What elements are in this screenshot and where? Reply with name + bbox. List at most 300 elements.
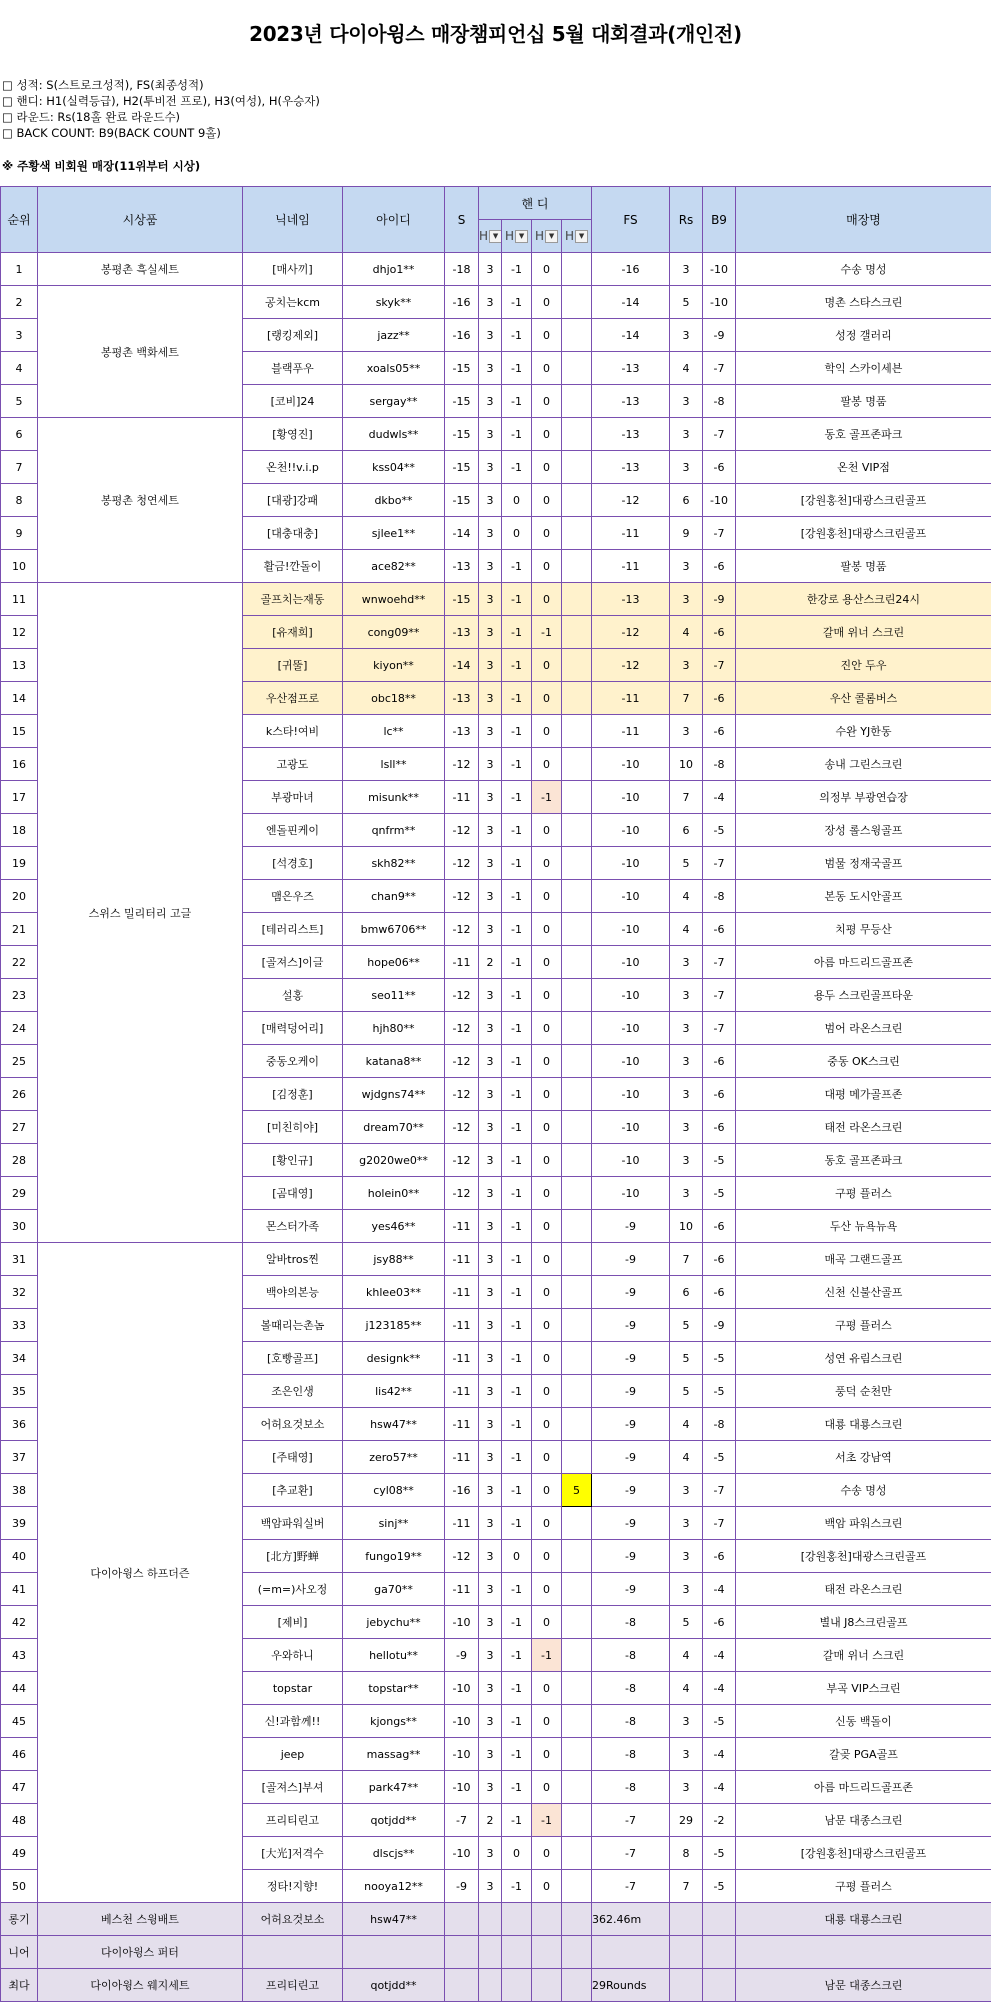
s-cell: -12 xyxy=(445,1111,479,1144)
rs-cell: 4 xyxy=(670,352,703,385)
b9-cell: -6 xyxy=(703,1210,736,1243)
s-cell: -12 xyxy=(445,847,479,880)
id-cell: jebychu** xyxy=(343,1606,445,1639)
nickname-cell: 어허요것보소 xyxy=(243,1903,343,1936)
nickname-cell: 조은인생 xyxy=(243,1375,343,1408)
rank-cell: 2 xyxy=(1,286,38,319)
s-cell: -15 xyxy=(445,352,479,385)
h1-cell: 3 xyxy=(479,1606,502,1639)
h2-cell: -1 xyxy=(502,913,532,946)
empty-cell xyxy=(445,1969,479,2002)
id-cell: jazz** xyxy=(343,319,445,352)
h3-cell: 0 xyxy=(532,517,562,550)
col-h-header[interactable]: H ▼ xyxy=(562,220,592,253)
fs-cell: -12 xyxy=(592,616,670,649)
h3-cell: 0 xyxy=(532,649,562,682)
b9-cell: -10 xyxy=(703,484,736,517)
fs-cell: -13 xyxy=(592,583,670,616)
fs-cell: -13 xyxy=(592,451,670,484)
h1-cell: 3 xyxy=(479,583,502,616)
h1-cell: 3 xyxy=(479,1210,502,1243)
h2-cell: -1 xyxy=(502,1474,532,1507)
b9-cell: -8 xyxy=(703,880,736,913)
b9-cell: -5 xyxy=(703,1375,736,1408)
h1-cell: 3 xyxy=(479,352,502,385)
id-cell: holein0** xyxy=(343,1177,445,1210)
empty-cell xyxy=(479,1936,502,1969)
empty-cell xyxy=(532,1903,562,1936)
h-cell xyxy=(562,484,592,517)
fs-cell: -10 xyxy=(592,1111,670,1144)
store-cell: 동호 골프존파크 xyxy=(736,1144,991,1177)
s-cell: -11 xyxy=(445,1375,479,1408)
nickname-cell: 신!과함께!! xyxy=(243,1705,343,1738)
b9-cell: -4 xyxy=(703,1672,736,1705)
b9-cell: -5 xyxy=(703,1144,736,1177)
h2-cell: -1 xyxy=(502,616,532,649)
store-cell: 갈곶 PGA골프 xyxy=(736,1738,991,1771)
id-cell: dhjo1** xyxy=(343,253,445,286)
b9-cell: -5 xyxy=(703,1705,736,1738)
store-cell: 남문 대종스크린 xyxy=(736,1969,991,2002)
col-s-header: S xyxy=(445,187,479,253)
h2-cell: 0 xyxy=(502,517,532,550)
h-cell xyxy=(562,1012,592,1045)
nickname-cell: 백야의본능 xyxy=(243,1276,343,1309)
fs-cell: -8 xyxy=(592,1639,670,1672)
nickname-cell: [北方]野蝉 xyxy=(243,1540,343,1573)
rank-cell: 5 xyxy=(1,385,38,418)
h2-cell: -1 xyxy=(502,583,532,616)
b9-cell: -5 xyxy=(703,1342,736,1375)
h3-cell: 0 xyxy=(532,1276,562,1309)
fs-cell: -10 xyxy=(592,1078,670,1111)
store-cell: 아름 마드리드골프존 xyxy=(736,946,991,979)
h1-cell: 3 xyxy=(479,1012,502,1045)
h-cell xyxy=(562,385,592,418)
nickname-cell: 알바tros찐 xyxy=(243,1243,343,1276)
col-h3-header[interactable]: H ▼ xyxy=(532,220,562,253)
s-cell: -12 xyxy=(445,748,479,781)
rank-cell: 31 xyxy=(1,1243,38,1276)
id-cell: dudwls** xyxy=(343,418,445,451)
s-cell: -12 xyxy=(445,1177,479,1210)
rank-cell: 21 xyxy=(1,913,38,946)
h1-cell: 3 xyxy=(479,1177,502,1210)
h-cell xyxy=(562,1045,592,1078)
h-cell: 5 xyxy=(562,1474,592,1507)
b9-cell: -7 xyxy=(703,418,736,451)
empty-cell xyxy=(703,1969,736,2002)
col-rank-header: 순위 xyxy=(1,187,38,253)
nickname-cell: [테러리스트] xyxy=(243,913,343,946)
id-cell: seo11** xyxy=(343,979,445,1012)
rs-cell: 4 xyxy=(670,880,703,913)
h-cell xyxy=(562,253,592,286)
h2-cell: 0 xyxy=(502,1540,532,1573)
rank-cell: 37 xyxy=(1,1441,38,1474)
fs-cell: -10 xyxy=(592,814,670,847)
rs-cell: 5 xyxy=(670,847,703,880)
s-cell: -11 xyxy=(445,1441,479,1474)
s-cell: -11 xyxy=(445,1408,479,1441)
s-cell: -11 xyxy=(445,1573,479,1606)
h3-cell: 0 xyxy=(532,583,562,616)
nickname-cell: [유재희] xyxy=(243,616,343,649)
nickname-cell: [매력덩어리] xyxy=(243,1012,343,1045)
rs-cell: 3 xyxy=(670,1474,703,1507)
nickname-cell xyxy=(243,1936,343,1969)
store-cell: 두산 뉴욕뉴욕 xyxy=(736,1210,991,1243)
h-cell xyxy=(562,1804,592,1837)
col-h2-header[interactable]: H ▼ xyxy=(502,220,532,253)
h3-cell: -1 xyxy=(532,1639,562,1672)
h3-cell: 0 xyxy=(532,1243,562,1276)
h1-cell: 3 xyxy=(479,847,502,880)
rs-cell: 3 xyxy=(670,418,703,451)
h-cell xyxy=(562,1408,592,1441)
h1-cell: 3 xyxy=(479,1078,502,1111)
rs-cell: 3 xyxy=(670,385,703,418)
s-cell: -12 xyxy=(445,979,479,1012)
store-cell: 진안 두우 xyxy=(736,649,991,682)
b9-cell: -4 xyxy=(703,1771,736,1804)
h1-cell: 3 xyxy=(479,913,502,946)
rs-cell: 7 xyxy=(670,682,703,715)
h3-cell: 0 xyxy=(532,1375,562,1408)
id-cell: hellotu** xyxy=(343,1639,445,1672)
non-member-note: ※ 주황색 비회원 매장(11위부터 시상) xyxy=(2,159,201,173)
nickname-cell: jeep xyxy=(243,1738,343,1771)
b9-cell: -6 xyxy=(703,715,736,748)
rank-cell: 16 xyxy=(1,748,38,781)
s-cell: -10 xyxy=(445,1705,479,1738)
h1-cell: 3 xyxy=(479,1309,502,1342)
h-cell xyxy=(562,913,592,946)
h3-cell: -1 xyxy=(532,616,562,649)
h-cell xyxy=(562,1738,592,1771)
h1-cell: 3 xyxy=(479,1639,502,1672)
id-cell: nooya12** xyxy=(343,1870,445,1903)
rs-cell: 6 xyxy=(670,484,703,517)
h-cell xyxy=(562,682,592,715)
b9-cell: -6 xyxy=(703,1078,736,1111)
store-cell: 태전 라온스크린 xyxy=(736,1111,991,1144)
h-cell xyxy=(562,319,592,352)
nickname-cell: 프리티린고 xyxy=(243,1804,343,1837)
h3-cell: 0 xyxy=(532,715,562,748)
b9-cell: -4 xyxy=(703,1573,736,1606)
id-cell: misunk** xyxy=(343,781,445,814)
s-cell: -15 xyxy=(445,484,479,517)
b9-cell: -6 xyxy=(703,1243,736,1276)
store-cell: 수완 YJ한동 xyxy=(736,715,991,748)
prize-cell: 다이아윙스 하프더즌 xyxy=(38,1243,243,1903)
rank-cell: 38 xyxy=(1,1474,38,1507)
b9-cell: -9 xyxy=(703,583,736,616)
rank-cell: 45 xyxy=(1,1705,38,1738)
nickname-cell: [대충대충] xyxy=(243,517,343,550)
store-cell: 대룡 대룡스크린 xyxy=(736,1408,991,1441)
nickname-cell: 우산점프로 xyxy=(243,682,343,715)
fs-cell: -10 xyxy=(592,781,670,814)
store-cell: 한강로 용산스크린24시 xyxy=(736,583,991,616)
nickname-cell: 우와하니 xyxy=(243,1639,343,1672)
empty-cell xyxy=(445,1936,479,1969)
h3-cell: 0 xyxy=(532,1573,562,1606)
s-cell: -15 xyxy=(445,583,479,616)
id-cell: obc18** xyxy=(343,682,445,715)
h-cell xyxy=(562,550,592,583)
store-cell: 우산 콜롬버스 xyxy=(736,682,991,715)
s-cell: -13 xyxy=(445,616,479,649)
rank-cell: 39 xyxy=(1,1507,38,1540)
id-cell: dlscjs** xyxy=(343,1837,445,1870)
store-cell: 수송 명성 xyxy=(736,1474,991,1507)
store-cell: 성정 갤러리 xyxy=(736,319,991,352)
rs-cell: 5 xyxy=(670,1309,703,1342)
id-cell: designk** xyxy=(343,1342,445,1375)
id-cell: qotjdd** xyxy=(343,1804,445,1837)
note-backcount: □ BACK COUNT: B9(BACK COUNT 9홀) xyxy=(2,126,221,140)
filter-dropdown-icon[interactable]: ▼ xyxy=(515,230,528,243)
nickname-cell: [제비] xyxy=(243,1606,343,1639)
special-award-row xyxy=(1,1903,991,1936)
store-cell: 신천 신불산골프 xyxy=(736,1276,991,1309)
rs-cell: 3 xyxy=(670,715,703,748)
h1-cell: 3 xyxy=(479,748,502,781)
h2-cell: -1 xyxy=(502,1177,532,1210)
rank-cell: 30 xyxy=(1,1210,38,1243)
store-cell: 남문 대종스크린 xyxy=(736,1804,991,1837)
h-cell xyxy=(562,1441,592,1474)
h3-cell: 0 xyxy=(532,418,562,451)
fs-cell: -9 xyxy=(592,1441,670,1474)
h1-cell: 3 xyxy=(479,1342,502,1375)
h3-cell: 0 xyxy=(532,1111,562,1144)
store-cell: 대평 메가골프존 xyxy=(736,1078,991,1111)
fs-cell: -9 xyxy=(592,1210,670,1243)
store-cell: 중동 OK스크린 xyxy=(736,1045,991,1078)
empty-cell xyxy=(502,1903,532,1936)
b9-cell: -6 xyxy=(703,682,736,715)
award-record-cell xyxy=(592,1936,670,1969)
h3-cell: 0 xyxy=(532,1672,562,1705)
rank-cell: 15 xyxy=(1,715,38,748)
s-cell: -15 xyxy=(445,385,479,418)
s-cell: -16 xyxy=(445,319,479,352)
b9-cell: -6 xyxy=(703,1276,736,1309)
h2-cell: 0 xyxy=(502,484,532,517)
id-cell: ace82** xyxy=(343,550,445,583)
h3-cell: 0 xyxy=(532,484,562,517)
h3-cell: 0 xyxy=(532,286,562,319)
h2-cell: -1 xyxy=(502,1243,532,1276)
h3-cell: 0 xyxy=(532,352,562,385)
h2-cell: -1 xyxy=(502,253,532,286)
store-cell: [강원홍천]대광스크린골프 xyxy=(736,1540,991,1573)
s-cell: -16 xyxy=(445,286,479,319)
h2-cell: -1 xyxy=(502,451,532,484)
rank-cell: 18 xyxy=(1,814,38,847)
nickname-cell: k스타!여비 xyxy=(243,715,343,748)
b9-cell: -6 xyxy=(703,913,736,946)
empty-cell xyxy=(562,1969,592,2002)
fs-cell: -9 xyxy=(592,1540,670,1573)
col-prize-header: 시상품 xyxy=(38,187,243,253)
store-cell: 풍덕 순천만 xyxy=(736,1375,991,1408)
h2-cell: -1 xyxy=(502,1639,532,1672)
h1-cell: 3 xyxy=(479,979,502,1012)
id-cell: sinj** xyxy=(343,1507,445,1540)
legend-notes xyxy=(2,77,320,141)
fs-cell: -16 xyxy=(592,253,670,286)
h1-cell: 3 xyxy=(479,385,502,418)
rs-cell: 6 xyxy=(670,814,703,847)
s-cell: -10 xyxy=(445,1672,479,1705)
rank-cell: 36 xyxy=(1,1408,38,1441)
id-cell: g2020we0** xyxy=(343,1144,445,1177)
filter-dropdown-icon[interactable]: ▼ xyxy=(545,230,558,243)
h2-cell: -1 xyxy=(502,1078,532,1111)
h1-cell: 3 xyxy=(479,1705,502,1738)
fs-cell: -10 xyxy=(592,1045,670,1078)
nickname-cell: [황인규] xyxy=(243,1144,343,1177)
id-cell: jsy88** xyxy=(343,1243,445,1276)
nickname-cell: [주태영] xyxy=(243,1441,343,1474)
store-cell: 백암 파워스크린 xyxy=(736,1507,991,1540)
fs-cell: -9 xyxy=(592,1342,670,1375)
h-cell xyxy=(562,748,592,781)
rs-cell: 7 xyxy=(670,1243,703,1276)
h2-cell: -1 xyxy=(502,1144,532,1177)
table-row xyxy=(1,1243,991,1276)
col-fs-header: FS xyxy=(592,187,670,253)
h2-cell: -1 xyxy=(502,847,532,880)
rank-cell: 22 xyxy=(1,946,38,979)
s-cell: -13 xyxy=(445,682,479,715)
id-cell xyxy=(343,1936,445,1969)
id-cell: kss04** xyxy=(343,451,445,484)
id-cell: lis42** xyxy=(343,1375,445,1408)
h-cell xyxy=(562,1837,592,1870)
rs-cell: 10 xyxy=(670,1210,703,1243)
h2-cell: -1 xyxy=(502,1309,532,1342)
h2-cell: -1 xyxy=(502,1375,532,1408)
rank-cell: 8 xyxy=(1,484,38,517)
award-record-cell: 362.46m xyxy=(592,1903,670,1936)
filter-dropdown-icon[interactable]: ▼ xyxy=(489,230,501,243)
nickname-cell: 고광도 xyxy=(243,748,343,781)
rs-cell: 4 xyxy=(670,913,703,946)
h1-cell: 3 xyxy=(479,1441,502,1474)
rank-cell: 27 xyxy=(1,1111,38,1144)
col-b9-header: B9 xyxy=(703,187,736,253)
fs-cell: -9 xyxy=(592,1507,670,1540)
h2-cell: -1 xyxy=(502,1738,532,1771)
h3-cell: 0 xyxy=(532,946,562,979)
id-cell: j123185** xyxy=(343,1309,445,1342)
col-h1-header[interactable]: H ▼ xyxy=(479,220,502,253)
id-cell: dkbo** xyxy=(343,484,445,517)
rank-cell: 41 xyxy=(1,1573,38,1606)
s-cell: -12 xyxy=(445,1540,479,1573)
h1-cell: 3 xyxy=(479,880,502,913)
h3-cell: 0 xyxy=(532,1045,562,1078)
h3-cell: 0 xyxy=(532,253,562,286)
rank-cell: 12 xyxy=(1,616,38,649)
h1-cell: 3 xyxy=(479,1738,502,1771)
filter-dropdown-icon[interactable]: ▼ xyxy=(575,230,588,243)
prize-cell: 봉평촌 청연세트 xyxy=(38,418,243,583)
rank-cell: 23 xyxy=(1,979,38,1012)
b9-cell: -9 xyxy=(703,1309,736,1342)
rs-cell: 3 xyxy=(670,1705,703,1738)
empty-cell xyxy=(670,1903,703,1936)
store-cell: 동호 골프존파크 xyxy=(736,418,991,451)
rs-cell: 3 xyxy=(670,649,703,682)
fs-cell: -8 xyxy=(592,1606,670,1639)
h3-cell: 0 xyxy=(532,1441,562,1474)
nickname-cell: [매사끼] xyxy=(243,253,343,286)
h1-cell: 3 xyxy=(479,1540,502,1573)
rs-cell: 3 xyxy=(670,1771,703,1804)
h-cell xyxy=(562,1870,592,1903)
fs-cell: -8 xyxy=(592,1672,670,1705)
h-cell xyxy=(562,880,592,913)
h3-cell: 0 xyxy=(532,847,562,880)
store-cell xyxy=(736,1936,991,1969)
results-table xyxy=(0,186,991,2002)
h3-cell: 0 xyxy=(532,451,562,484)
s-cell: -16 xyxy=(445,1474,479,1507)
b9-cell: -7 xyxy=(703,847,736,880)
rank-cell: 42 xyxy=(1,1606,38,1639)
empty-cell xyxy=(703,1903,736,1936)
store-cell: 신동 백돌이 xyxy=(736,1705,991,1738)
b9-cell: -7 xyxy=(703,1474,736,1507)
id-cell: chan9** xyxy=(343,880,445,913)
h3-cell: 0 xyxy=(532,1342,562,1375)
store-cell: [강원홍천]대광스크린골프 xyxy=(736,517,991,550)
rs-cell: 4 xyxy=(670,616,703,649)
b9-cell: -7 xyxy=(703,649,736,682)
h1-cell: 3 xyxy=(479,1573,502,1606)
h-cell xyxy=(562,1672,592,1705)
h2-cell: -1 xyxy=(502,1705,532,1738)
fs-cell: -8 xyxy=(592,1738,670,1771)
h1-cell: 3 xyxy=(479,649,502,682)
empty-cell xyxy=(502,1936,532,1969)
h1-cell: 3 xyxy=(479,418,502,451)
h-cell xyxy=(562,814,592,847)
rs-cell: 6 xyxy=(670,1276,703,1309)
fs-cell: -9 xyxy=(592,1309,670,1342)
h2-cell: -1 xyxy=(502,715,532,748)
h1-cell: 3 xyxy=(479,1870,502,1903)
id-cell: bmw6706** xyxy=(343,913,445,946)
h-cell xyxy=(562,1507,592,1540)
id-cell: hope06** xyxy=(343,946,445,979)
s-cell: -10 xyxy=(445,1606,479,1639)
s-cell: -9 xyxy=(445,1639,479,1672)
s-cell: -13 xyxy=(445,715,479,748)
h2-cell: -1 xyxy=(502,1441,532,1474)
store-cell: 범물 정재국골프 xyxy=(736,847,991,880)
store-cell: 서초 강남역 xyxy=(736,1441,991,1474)
rank-cell: 4 xyxy=(1,352,38,385)
store-cell: 갈매 위너 스크린 xyxy=(736,616,991,649)
